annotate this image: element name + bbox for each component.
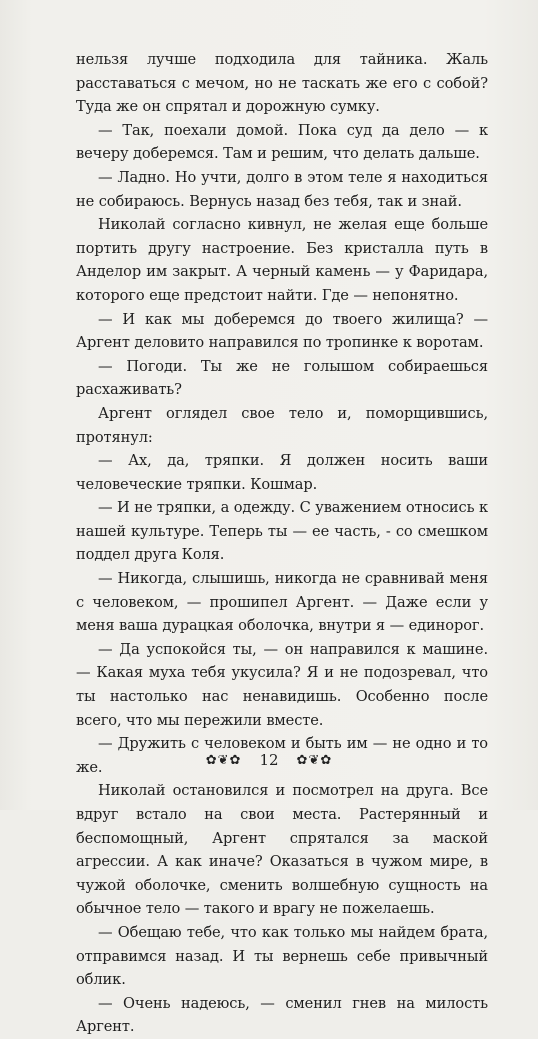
paragraph: — Дружить с человеком и быть им — не одно и то же. bbox=[76, 735, 488, 776]
paragraph: — Очень надеюсь, — сменил гнев на милость Аргент. bbox=[76, 994, 488, 1036]
paragraph: — Никогда, слышишь, никогда не сравнивай меня с человеком, — прошипел Аргент. — Даже если у меня ваша дурацкая оболочка, внутри я — единорог. bbox=[76, 570, 488, 635]
paragraph: Аргент оглядел свое тело и, поморщившись, протянул: bbox=[76, 404, 488, 446]
paragraph: — Ладно. Но учти, долго в этом теле я находиться не собираюсь. Вернусь назад без тебя, так и знай. bbox=[76, 168, 488, 210]
paragraph: нельзя лучше подходила для тайника. Жаль расставаться с мечом, но не таскать же его с собой? Туда же он спрятал и дорожную сумку. bbox=[76, 51, 488, 116]
paragraph: — Так, поехали домой. Пока суд да дело — к вечеру доберемся. Там и решим, что делать дальше. bbox=[76, 121, 488, 163]
paragraph: — Ах, да, тряпки. Я должен носить ваши человеческие тряпки. Кошмар. bbox=[76, 452, 488, 493]
paragraph: — И не тряпки, а одежду. С уважением относись к нашей культуре. Теперь ты — ее часть, - со смешком поддел друга Коля. bbox=[76, 499, 489, 564]
paragraph: Николай согласно кивнул, не желая еще больше портить другу настроение. Без кристалла путь в Анделор им закрыт. А черный камень — у Фаридара, которого еще предстоит найти. Где — непонятно. bbox=[76, 216, 488, 304]
paragraph: Николай остановился и посмотрел на друга. Все вдруг встало на свои места. Растерянный и беспомощный, Аргент спрятался за маской агрессии. А как иначе? Оказаться в чужом мире, в чужой оболочке, сменить волшебную сущность на обычное тело — такого и врагу не пожелаешь. bbox=[76, 782, 488, 918]
ornament-right-icon: ✿❦✿ bbox=[296, 752, 333, 768]
text-body bbox=[76, 48, 488, 1039]
page-number: 12 bbox=[259, 751, 279, 769]
paragraph: — Обещаю тебе, что как только мы найдем брата, отправимся назад. И ты вернешь себе привычный облик. bbox=[76, 923, 488, 989]
paragraph: — Погоди. Ты же не голышом собираешься расхаживать? bbox=[76, 357, 488, 399]
page-footer bbox=[0, 750, 538, 770]
ornament-left-icon: ✿❦✿ bbox=[205, 752, 242, 768]
paragraph: — Да успокойся ты, — он направился к машине. — Какая муха тебя укусила? Я и не подозревал, что ты настолько нас ненавидишь. Особенно после всего, что мы пережили вместе. bbox=[76, 640, 488, 729]
paragraph: — И как мы доберемся до твоего жилища? — Аргент деловито направился по тропинке к воротам. bbox=[76, 310, 488, 352]
